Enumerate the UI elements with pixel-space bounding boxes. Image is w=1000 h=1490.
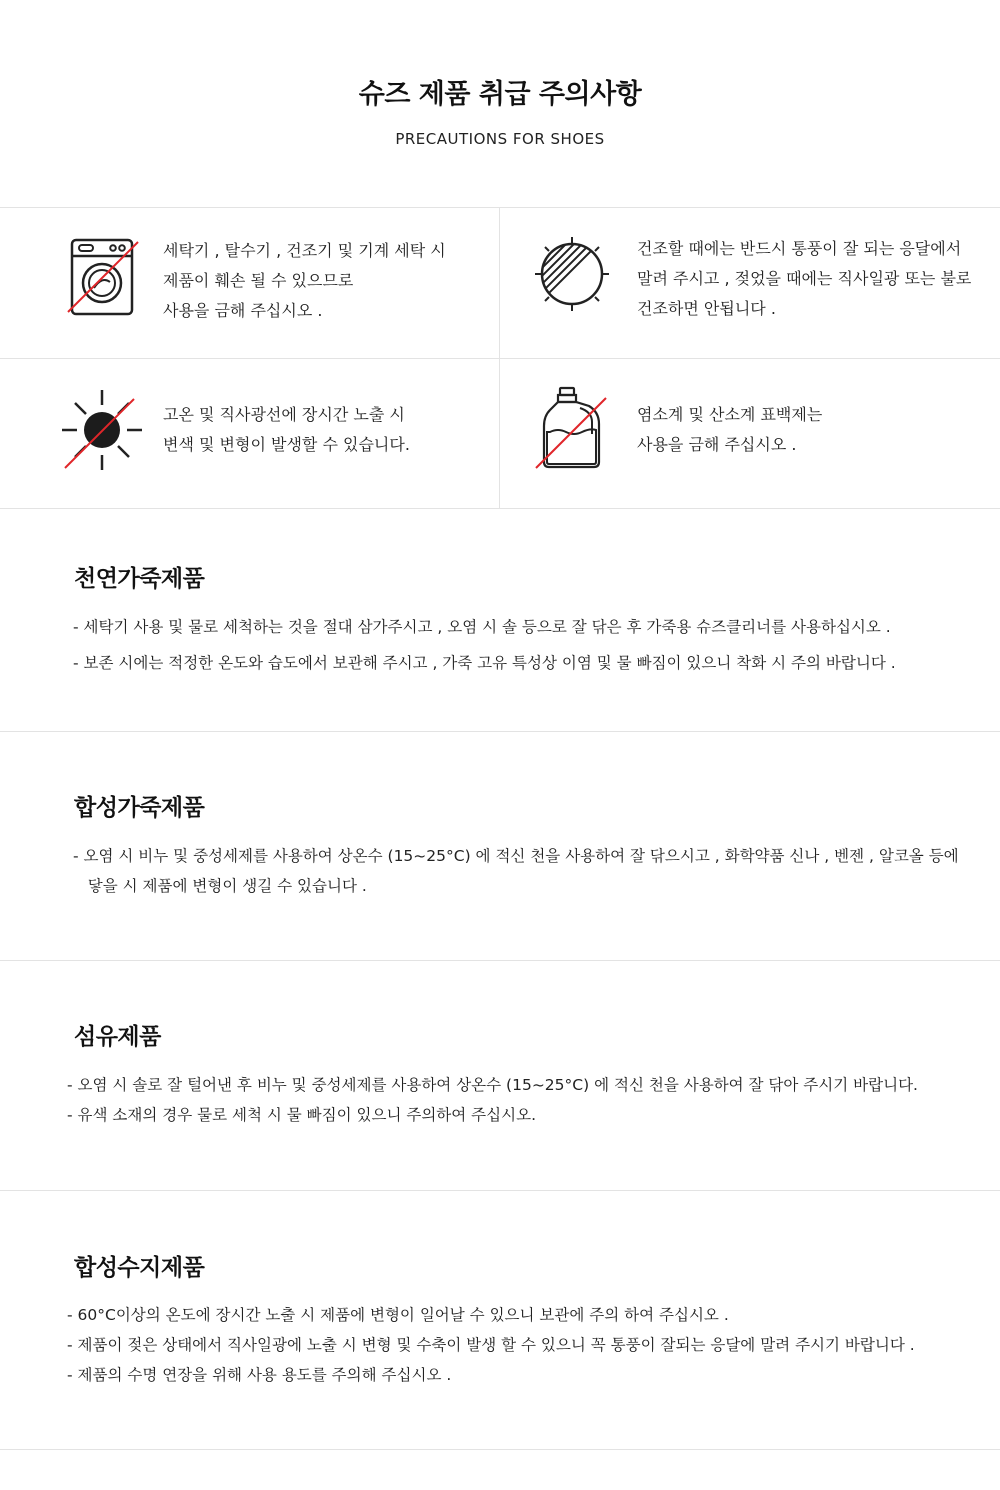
divider — [0, 1449, 1000, 1450]
divider — [0, 731, 1000, 732]
section-title-synthetic-resin: 합성수지제품 — [74, 1255, 205, 1281]
section-body-synthetic-leather: - 오염 시 비누 및 중성세제를 사용하여 상온수 (15~25°C) 에 적신 천을 사용하여 잘 닦으시고 , 화학약품 신나 , 벤젠 , 알코올 등에 닿을 시 제품에 변형이 생길 수 있습니다 . — [73, 847, 959, 895]
no-washing-machine-icon — [66, 236, 142, 318]
section-title-textile: 섬유제품 — [74, 1024, 161, 1050]
care-text-drying: 건조할 때에는 반드시 통풍이 잘 되는 응달에서 말려 주시고 , 젖었을 때에는 직사일광 또는 불로 건조하면 안됩니다 . — [637, 239, 972, 318]
no-sunlight-icon — [62, 389, 142, 471]
divider — [0, 1190, 1000, 1191]
section-body-textile: - 오염 시 솔로 잘 털어낸 후 비누 및 중성세제를 사용하여 상온수 (15~25°C) 에 적신 천을 사용하여 잘 닦아 주시기 바랍니다. - 유색 소재의 경우 물로 세척 시 물 빠짐이 있으니 주의하여 주십시오. — [67, 1076, 918, 1124]
care-text-bleach: 염소계 및 산소계 표백제는 사용을 금해 주십시오 . — [637, 405, 823, 454]
divider — [0, 358, 1000, 359]
shade-dry-icon — [534, 236, 610, 312]
grid-divider — [499, 207, 500, 508]
care-text-washing: 세탁기 , 탈수기 , 건조기 및 기계 세탁 시 제품이 훼손 될 수 있으므로 사용을 금해 주십시오 . — [163, 241, 446, 320]
page-header — [0, 0, 1000, 207]
care-text-sunlight: 고온 및 직사광선에 장시간 노출 시 변색 및 변형이 발생할 수 있습니다. — [163, 405, 410, 454]
divider — [0, 207, 1000, 208]
section-title-synthetic-leather: 합성가죽제품 — [74, 795, 205, 821]
section-body-natural-leather: - 세탁기 사용 및 물로 세척하는 것을 절대 삼가주시고 , 오염 시 솔 등으로 잘 닦은 후 가죽용 슈즈클리너를 사용하십시오 . - 보존 시에는 적정한 온도와 습도에서 보관해 주시고 , 가죽 고유 특성상 이염 및 물 빠짐이 있으니 착화 시 주의 바랍니다 . — [73, 618, 896, 672]
no-bleach-icon — [534, 386, 610, 470]
divider — [0, 508, 1000, 509]
divider — [0, 960, 1000, 961]
page-title: 슈즈 제품 취급 주의사항 — [358, 79, 642, 110]
section-title-natural-leather: 천연가죽제품 — [74, 566, 205, 592]
section-body-synthetic-resin: - 60°C이상의 온도에 장시간 노출 시 제품에 변형이 일어날 수 있으니 보관에 주의 하여 주십시오 . - 제품이 젖은 상태에서 직사일광에 노출 시 변형 및 수축이 발생 할 수 있으니 꼭 통풍이 잘되는 응달에 말려 주시기 바랍니다 . - 제품의 수명 연장을 위해 사용 용도를 주의해 주십시오 . — [67, 1306, 915, 1384]
page-subtitle: PRECAUTIONS FOR SHOES — [395, 130, 605, 148]
